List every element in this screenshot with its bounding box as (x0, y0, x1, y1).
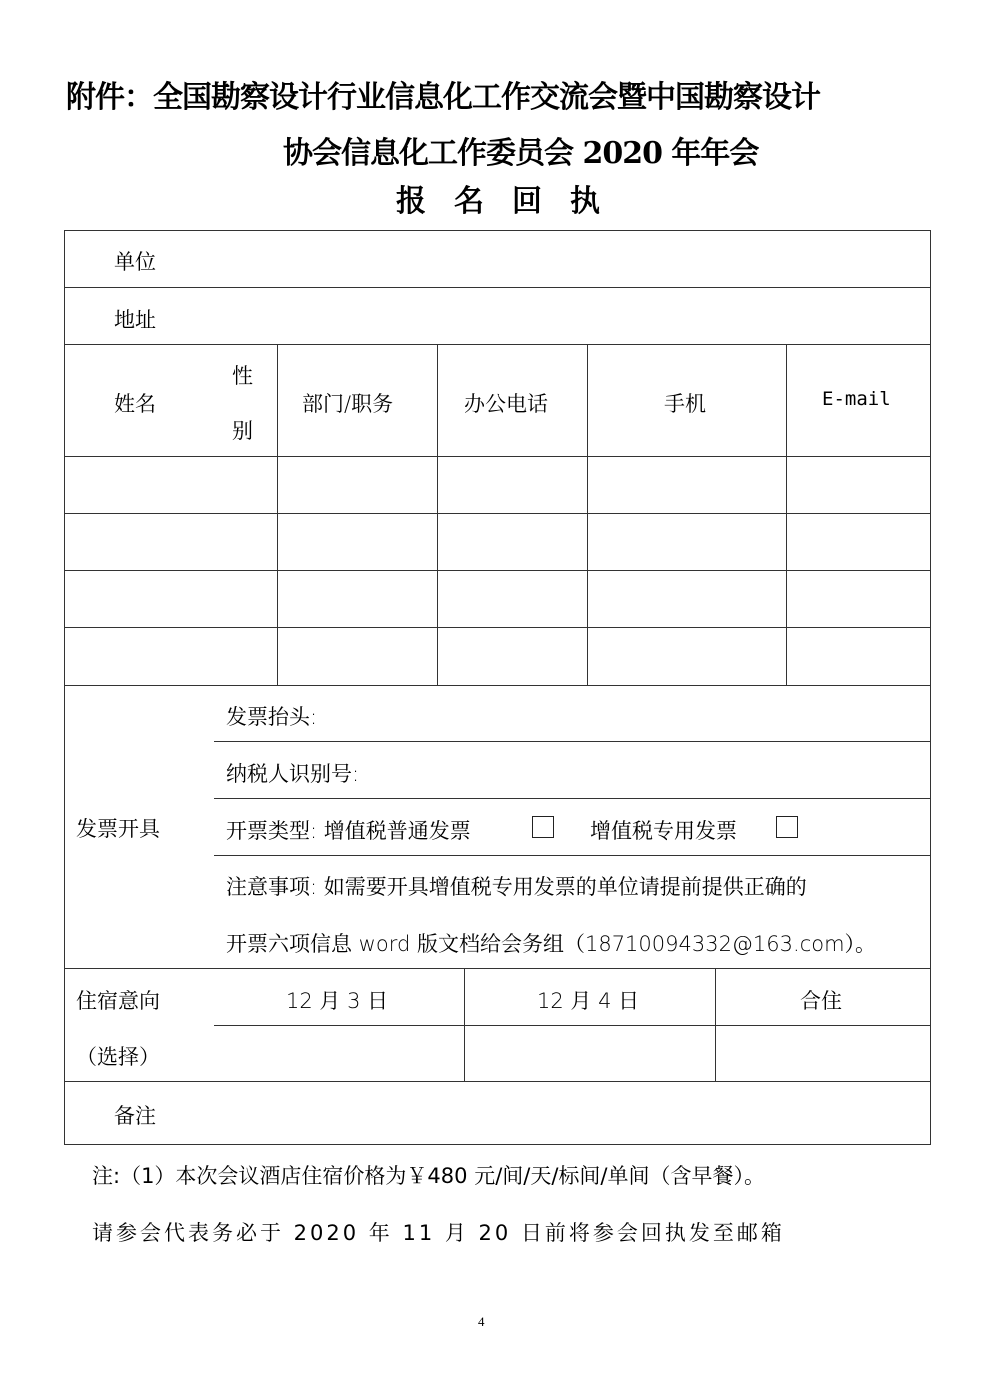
page-number: 4 (478, 1314, 485, 1329)
unit-field[interactable] (180, 232, 928, 286)
lodging-shared-select-cell[interactable] (717, 1027, 928, 1080)
mobile-cell[interactable] (589, 458, 785, 512)
table-border-top (64, 230, 931, 231)
mobile-cell[interactable] (589, 515, 785, 569)
general-invoice-checkbox[interactable] (532, 816, 554, 838)
invoice-section-label: 发票开具 (76, 817, 160, 841)
table-border-bottom (64, 1144, 931, 1145)
column-header-department: 部门/职务 (302, 392, 394, 416)
lodging-label-line1: 住宿意向 (76, 989, 160, 1013)
lodging-option-shared: 合住 (800, 989, 842, 1013)
column-header-email: E-mail (822, 388, 891, 410)
column-header-name: 姓名 (114, 392, 156, 416)
invoice-notice-line1: 注意事项: 如需要开具增值税专用发票的单位请提前提供正确的 (226, 875, 807, 899)
taxpayer-id-field[interactable] (400, 744, 928, 798)
department-cell[interactable] (279, 629, 436, 684)
address-label: 地址 (114, 308, 156, 332)
mobile-cell[interactable] (589, 572, 785, 626)
email-cell[interactable] (788, 572, 929, 626)
name-gender-cell[interactable] (66, 515, 276, 569)
lodging-dec3-select-cell[interactable] (216, 1027, 463, 1080)
column-header-gender-1: 性 (232, 364, 253, 388)
office-phone-cell[interactable] (439, 572, 586, 626)
name-gender-cell[interactable] (66, 458, 276, 512)
lodging-option-dec4: 12 月 4 日 (537, 989, 640, 1013)
lodging-dec4-select-cell[interactable] (466, 1027, 714, 1080)
taxpayer-id-label: 纳税人识别号: (226, 762, 360, 786)
column-header-office-phone: 办公电话 (464, 392, 548, 416)
lodging-option-dec3: 12 月 3 日 (286, 989, 389, 1013)
email-cell[interactable] (788, 629, 929, 684)
note-line1: 注:（1）本次会议酒店住宿价格为￥480 元/间/天/标间/单间（含早餐）。 (92, 1164, 765, 1188)
invoice-type-label: 开票类型: 增值税普通发票 (226, 819, 471, 843)
invoice-notice-line2: 开票六项信息 word 版文档给会务组（18710094332@163.com）。 (226, 932, 877, 956)
office-phone-cell[interactable] (439, 629, 586, 684)
special-invoice-label: 增值税专用发票 (590, 819, 737, 843)
table-border-left (64, 230, 65, 1145)
department-cell[interactable] (279, 572, 436, 626)
table-border-right (930, 230, 931, 1145)
remarks-field[interactable] (180, 1084, 928, 1142)
office-phone-cell[interactable] (439, 458, 586, 512)
department-cell[interactable] (279, 458, 436, 512)
department-cell[interactable] (279, 515, 436, 569)
unit-label: 单位 (114, 250, 156, 274)
column-header-gender-2: 别 (232, 419, 253, 443)
email-cell[interactable] (788, 458, 929, 512)
invoice-title-field[interactable] (350, 688, 928, 740)
name-gender-cell[interactable] (66, 629, 276, 684)
mobile-cell[interactable] (589, 629, 785, 684)
email-cell[interactable] (788, 515, 929, 569)
column-header-mobile: 手机 (664, 392, 706, 416)
remarks-label: 备注 (114, 1104, 156, 1128)
name-gender-cell[interactable] (66, 572, 276, 626)
lodging-label-line2: （选择） (76, 1045, 160, 1069)
address-field[interactable] (180, 289, 928, 343)
form-title: 报名回执 (396, 184, 628, 219)
document-title-line1: 附件：全国勘察设计行业信息化工作交流会暨中国勘察设计 (66, 80, 820, 115)
invoice-title-label: 发票抬头: (226, 705, 318, 729)
office-phone-cell[interactable] (439, 515, 586, 569)
document-title-line2: 协会信息化工作委员会 2020 年年会 (283, 136, 759, 171)
special-invoice-checkbox[interactable] (776, 816, 798, 838)
note-line2: 请参会代表务必于 2020 年 11 月 20 日前将参会回执发至邮箱 (92, 1221, 785, 1245)
